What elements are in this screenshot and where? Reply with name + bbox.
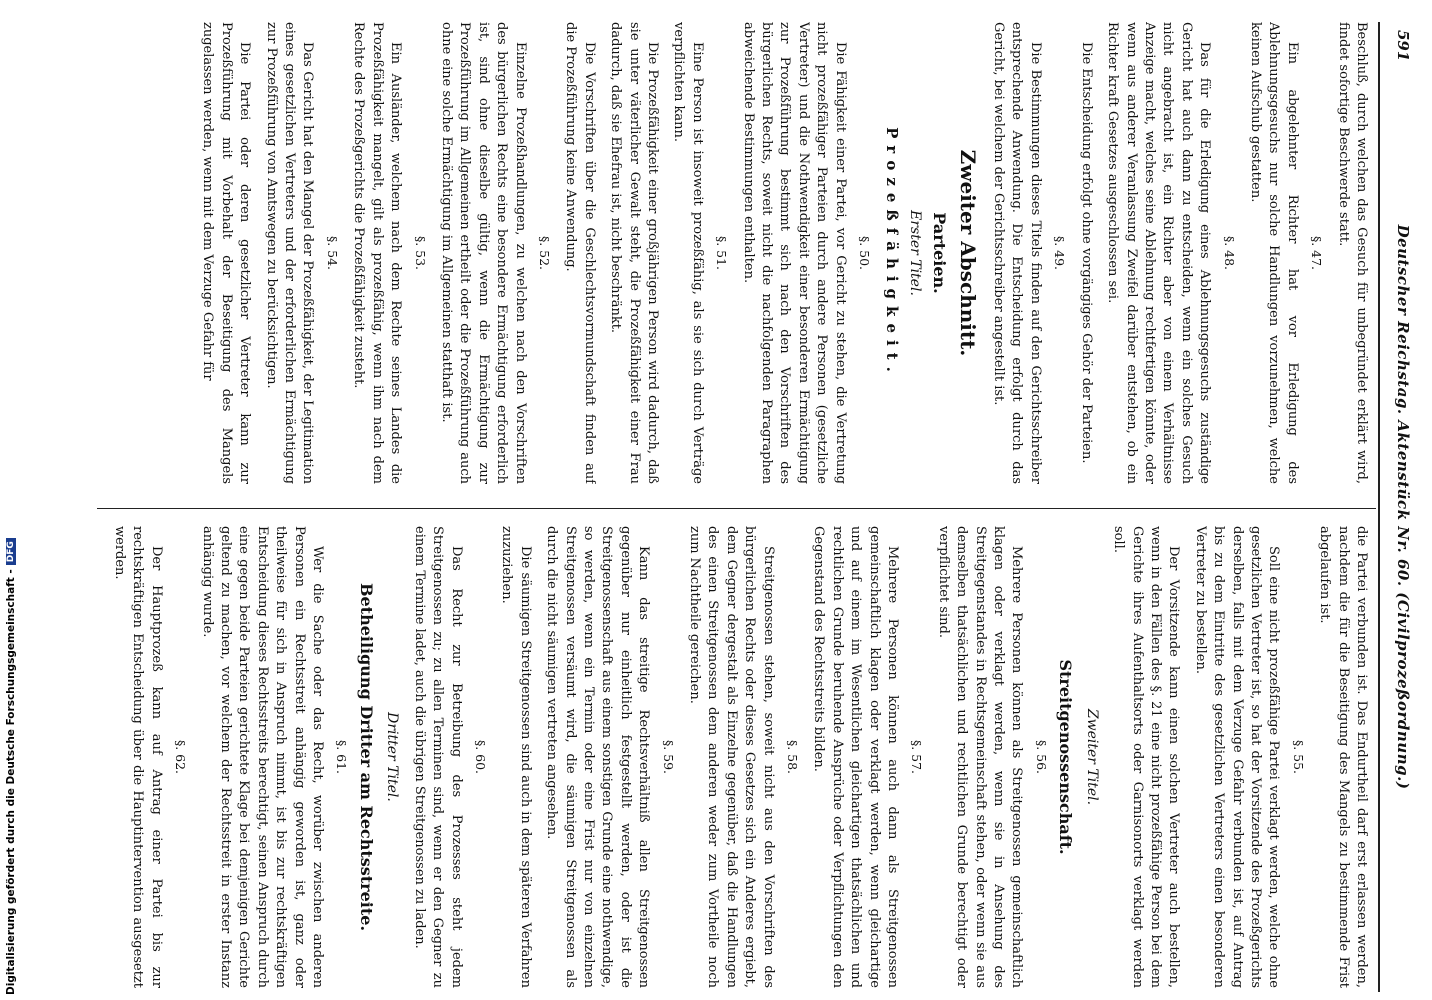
right-column (99, 526, 1370, 988)
paragraph: Einzelne Prozeßhandlungen, zu welchen nach den Vorschriften des bürgerlichen Rechts eine besondere Ermächtigung erforderlich ist, sind ohne dieselbe gültig, wenn die Ermächtigung zur Prozeßführung im Allgemeinen ertheilt oder die Prozeßführung auch ohne eine solche Ermächtigung im Allgemeinen statthaft ist. (438, 22, 528, 484)
running-title: Deutscher Reichstag. Aktenstück Nr. 60. (Civilprozeßordnung.) (1394, 224, 1412, 790)
paragraph: Die Bestimmungen dieses Titels finden auf den Gerichtsschreiber entsprechende Anwendung. Die Entscheidung erfolgt durch das Gericht, bei welchem der Gerichtsschreiber angestellt ist. (991, 22, 1043, 484)
section-number: §. 57. (909, 739, 925, 775)
paragraph: Das Gericht hat den Mangel der Prozeßfähigkeit, der Legitimation eines gesetzlichen Vertreters und der erforderlichen Ermächtigung zur Prozeßführung von Amtswegen zu berücksichtigen. (263, 22, 316, 484)
section-number: §. 50. (857, 235, 873, 271)
title-heading: Erster Titel. (906, 210, 923, 296)
paragraph: Die Fähigkeit einer Partei, vor Gericht zu stehen, die Vertretung nicht prozeßfähiger Parteien durch andere Personen (gesetzliche Vertreter) und die Nothwendigkeit einer besonderen Ermächtigung zur Prozeßführung bestimmt sich nach den Vorschriften des bürgerlichen Rechts, soweit nicht die nachfolgenden Paragraphen abweichende Bestimmungen enthalten. (740, 22, 848, 484)
footer-text-line (5, 541, 19, 995)
paragraph: Mehrere Personen können auch dann als Streitgenossen gemeinschaftlich klagen oder verklagt werden, wenn gleichartige und auf einem im Wesentlichen gleichartigen thatsächlichen und rechtlichen Grunde beruhende Ansprüche oder Verpflichtungen den Gegenstand des Rechtsstreits bilden. (811, 526, 901, 988)
title-subject: Betheiligung Dritter am Rechtsstreite. (356, 582, 376, 932)
funding-notice: Digitalisierung gefördert durch die Deutsche Forschungsgemeinschaft - (5, 569, 17, 995)
paragraph: Die Entscheidung erfolgt ohne vorgängiges Gehör der Parteien. (1078, 42, 1094, 464)
paragraph: Die Vorschriften über die Geschlechtsvormundschaft finden auf die Prozeßführung keine Anwendung. (563, 22, 597, 484)
section-number: §. 54. (324, 235, 340, 271)
paragraph: Der Hauptprozeß kann auf Antrag einer Partei bis zur rechtskräftigen Entscheidung über die Hauptintervention ausgesetzt werden. (112, 526, 164, 988)
paragraph: Der Vorsitzende kann einen solchen Vertreter auch bestellen, wenn in den Fällen des §. 21 eine nicht prozeßfähige Person bei dem Gerichte ihres Aufenthaltsorts oder Garnisonorts verklagt werden soll. (1111, 526, 1182, 988)
section-number: §. 60. (472, 739, 488, 775)
digitization-footer (0, 0, 22, 1000)
left-column (99, 22, 1370, 484)
document-page (89, 22, 1424, 992)
paragraph: Die säumigen Streitgenossen sind auch in dem späteren Verfahren zuzuziehen. (499, 526, 533, 988)
paragraph: Das für die Erledigung eines Ablehnungsgesuchs zuständige Gericht hat auch dann zu entscheiden, wenn ein solches Gesuch nicht angebracht ist, ein Richter aber von einem Verhältnisse Anzeige macht, welches seine Ablehnung rechtfertigen könnte, oder wenn aus anderer Veranlassung Zweifel darüber entstehen, ob ein Richter kraft Gesetzes ausgeschlossen sei. (1105, 22, 1213, 484)
section-number: §. 48. (1221, 235, 1237, 271)
part-subheading: Parteien. (930, 212, 950, 294)
title-heading: Zweiter Titel. (1083, 708, 1100, 806)
title-subject: Prozeßfähigkeit. (883, 127, 902, 379)
title-subject: Streitgenossenschaft. (1056, 659, 1076, 855)
part-heading: Zweiter Abschnitt. (955, 149, 980, 357)
paragraph: Wer die Sache oder das Recht, worüber zwischen anderen Personen ein Rechtsstreit anhängig geworden ist, ganz oder theilweise für sich in Anspruch nimmt, ist bis zur rechtskräftigen Entscheidung dieses Rechtsstreits berechtigt, seinen Anspruch durch eine gegen beide Parteien gerichtete Klage bei demjenigen Gerichte geltend zu machen, vor welchem der Rechtsstreit in erster Instanz anhängig wurde. (199, 526, 326, 988)
paragraph: die Partei verbunden ist. Das Endurtheil darf erst erlassen werden, nachdem die für die Beseitigung des Mangels zu bestimmende Frist abgelaufen ist. (1317, 526, 1369, 988)
section-number: §. 59. (660, 739, 676, 775)
page-number: 591 (1394, 30, 1412, 62)
paragraph: Ein abgelehnter Richter hat vor Erledigung des Ablehnungsgesuchs nur solche Handlungen vorzunehmen, welche keinen Aufschub gestatten. (1247, 22, 1300, 484)
section-number: §. 47. (1309, 235, 1325, 271)
paragraph: Das Recht zur Betreibung des Prozesses steht jedem Streitgenossen zu; zu allen Terminen sind, wenn er den Gegner zu einem Termine ladet, auch die übrigen Streitgenossen zu laden. (411, 526, 464, 988)
section-number: §. 58. (785, 739, 801, 775)
column-divider (97, 508, 1376, 509)
paragraph: Kann das streitige Rechtsverhältniß allen Streitgenossen gegenüber nur einheitlich festgestellt werden, oder ist die Streitgenossenschaft aus einem sonstigen Grunde eine nothwendige, so werden, wenn ein Termin oder eine Frist nur von einzelnen Streitgenossen versäumt wird, die säumigen Streitgenossen als durch die nicht säumigen vertreten angesehen. (544, 526, 652, 988)
paragraph: Die Partei oder deren gesetzlicher Vertreter kann zur Prozeßführung mit Vorbehalt der Beseitigung des Mangels zugelassen werden, wenn mit dem Verzuge Gefahr für (200, 22, 253, 484)
paragraph: Soll eine nicht prozeßfähige Partei verklagt werden, welche ohne gesetzlichen Vertreter ist, so hat der Vorsitzende des Prozeßgerichts derselben, falls mit dem Verzuge Gefahr verbunden ist, auf Antrag bis zu dem Eintritte des gesetzlichen Vertreters einen besonderen Vertreter zu bestellen. (1192, 526, 1282, 988)
section-number: §. 52. (536, 235, 552, 271)
section-number: §. 62. (173, 739, 189, 775)
section-number: §. 51. (714, 235, 730, 271)
section-number: §. 53. (412, 235, 428, 271)
page-header (1378, 22, 1424, 992)
paragraph: Ein Ausländer, welchem nach dem Rechte seines Landes die Prozeßfähigkeit mangelt, gilt als prozeßfähig, wenn ihm nach dem Rechte des Prozeßgerichts die Prozeßfähigkeit zusteht. (351, 22, 404, 484)
paragraph: Streitgenossen stehen, soweit nicht aus den Vorschriften des bürgerlichen Rechts oder dieses Gesetzes sich ein Anderes ergiebt, dem Gegner dergestalt als Einzelne gegenüber, daß die Handlungen des einen Streitgenossen dem anderen weder zum Vortheile noch zum Nachtheile gereichen. (687, 526, 776, 988)
section-number: §. 55. (1290, 739, 1306, 775)
paragraph: Beschluß, durch welchen das Gesuch für unbegründet erklärt wird, findet sofortige Beschwerde statt. (1335, 22, 1369, 484)
paragraph: Eine Person ist insoweit prozeßfähig, als sie sich durch Verträge verpflichten kann. (671, 22, 705, 484)
section-number: §. 56. (1033, 739, 1049, 775)
section-number: §. 61. (334, 739, 350, 775)
title-heading: Dritter Titel. (384, 712, 401, 802)
paragraph: Die Prozeßfähigkeit einer großjährigen Person wird dadurch, daß sie unter väterlicher Gewalt steht, die Prozeßfähigkeit einer Frau dadurch, daß sie Ehefrau ist, nicht beschränkt. (608, 22, 660, 484)
paragraph: Mehrere Personen können als Streitgenossen gemeinschaftlich klagen oder verklagt werden, wenn sie in Ansehung des Streitgegenstandes in Rechtsgemeinschaft stehen, oder wenn sie aus demselben thatsächlichen und rechtlichen Grunde berechtigt oder verpflichtet sind. (935, 526, 1025, 988)
dfg-logo: DFG (6, 538, 16, 565)
section-number: §. 49. (1052, 235, 1068, 271)
